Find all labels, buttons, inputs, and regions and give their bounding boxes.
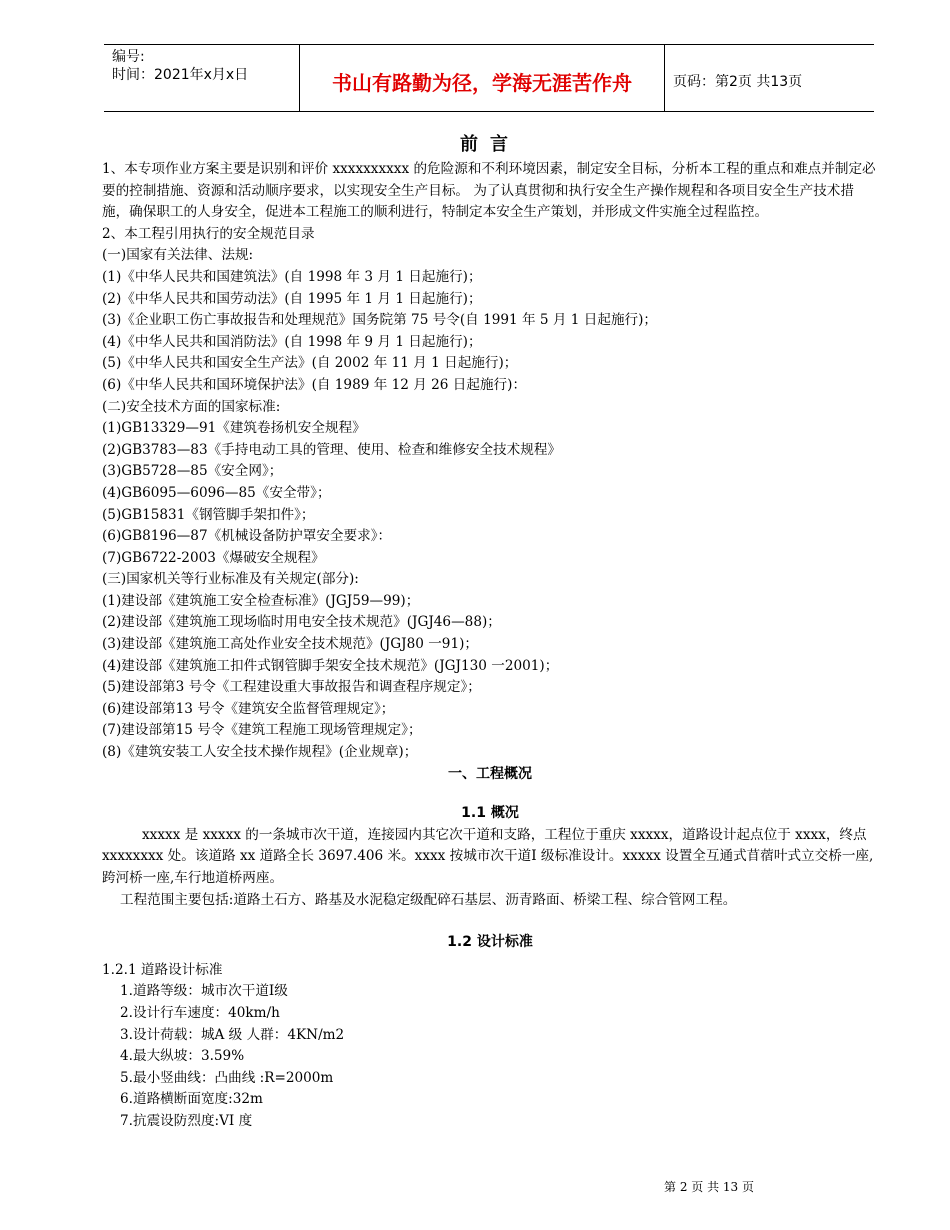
overview-paragraph: xxxxx 是 xxxxx 的一条城市次干道，连接园内其它次干道和支路，工程位于重庆 xxxxx，道路设计起点位于 xxxx，终点 xxxxxxxx 处。该道路 xx 道路全长 3697.406 米。xxxx 按城市次干道Ⅰ 级标准设计。xxxxx 设置全互通式苜蓿叶式立交桥一座,跨河桥一座,车行地道桥两座。: [102, 826, 874, 886]
number-label: 编号:: [112, 49, 145, 65]
law-item: (2)《中华人民共和国劳动法》(自 1995 年 1 月 1 日起施行)；: [102, 290, 482, 307]
standard-item: (7)GB6722-2003《爆破安全规程》: [102, 549, 325, 566]
industry-heading: (三)国家机关等行业标准及有关规定(部分):: [102, 571, 359, 588]
standard-item: (1)GB13329—91《建筑卷扬机安全规程》: [102, 420, 366, 437]
law-item: (4)《中华人民共和国消防法》(自 1998 年 9 月 1 日起施行)；: [102, 333, 482, 350]
design-item: 6.道路横断面宽度:32m: [120, 1091, 263, 1108]
section-heading: 一、工程概况: [448, 765, 532, 782]
page-title: 前言: [460, 134, 520, 155]
standard-item: (5)GB15831《钢管脚手架扣件》；: [102, 506, 315, 523]
standard-item: (6)GB8196—87《机械设备防护罩安全要求》：: [102, 528, 392, 545]
overview-paragraph: 工程范围主要包括:道路土石方、路基及水泥稳定级配碎石基层、沥青路面、桥梁工程、综合管网工程。: [120, 891, 737, 908]
intro-paragraph: 1、本专项作业方案主要是识别和评价 xxxxxxxxxx 的危险源和不利环境因素，制定安全目标，分析本工程的重点和难点并制定必要的控制措施、资源和活动顺序要求，以实现安全生产目标。 为了认真贯彻和执行安全生产操作规程和各项目安全生产技术措施，确保职工的人身安全，促进本工程施工的顺利进行，特制定本安全生产策划，并形成文件实施全过程监控。: [102, 161, 876, 221]
industry-item: (8)《建筑安装工人安全技术操作规程》(企业规章)；: [102, 744, 418, 761]
design-item: 4.最大纵坡：3.59%: [120, 1048, 245, 1065]
subsection-heading: 1.1 概况: [461, 805, 519, 822]
law-item: (1)《中华人民共和国建筑法》(自 1998 年 3 月 1 日起施行)；: [102, 268, 482, 285]
industry-item: (7)建设部第15 号令《建筑工程施工现场管理规定》；: [102, 722, 422, 739]
industry-item: (1)建设部《建筑施工安全检查标准》(JGJ59—99)；: [102, 592, 420, 609]
standards-heading: (二)安全技术方面的国家标准:: [102, 398, 281, 415]
time-label: 时间：2021年x月x日: [112, 67, 249, 83]
standard-item: (4)GB6095—6096—85《安全带》；: [102, 484, 331, 501]
design-item: 3.设计荷载：城A 级 人群：4KN/m2: [120, 1026, 345, 1043]
design-item: 7.抗震设防烈度:VI 度: [120, 1112, 253, 1129]
subsection-heading: 1.2 设计标准: [447, 934, 533, 951]
industry-item: (3)建设部《建筑施工高处作业安全技术规范》(JGJ80 一91)；: [102, 636, 479, 653]
header-meta-cell: [104, 45, 300, 111]
law-item: (6)《中华人民共和国环境保护法》(自 1989 年 12 月 26 日起施行)：: [102, 376, 527, 393]
sub-subsection-heading: 1.2.1 道路设计标准: [102, 961, 223, 978]
design-item: 1.道路等级：城市次干道Ⅰ级: [120, 983, 288, 1000]
law-item: (3)《企业职工伤亡事故报告和处理规范》国务院第 75 号令(自 1991 年 5 月 1 日起施行)；: [102, 312, 658, 329]
page-footer: 第 2 页 共 13 页: [664, 1180, 754, 1194]
intro-paragraph: 2、本工程引用执行的安全规范目录: [102, 225, 315, 242]
industry-item: (6)建设部第13 号令《建筑安全监督管理规定》；: [102, 700, 395, 717]
laws-heading: (一)国家有关法律、法规:: [102, 247, 254, 264]
standard-item: (2)GB3783—83《手持电动工具的管理、使用、检查和维修安全技术规程》: [102, 441, 562, 458]
law-item: (5)《中华人民共和国安全生产法》(自 2002 年 11 月 1 日起施行)；: [102, 355, 518, 372]
design-item: 2.设计行车速度：40km/h: [120, 1004, 280, 1021]
standard-item: (3)GB5728—85《安全网》；: [102, 463, 283, 480]
document-body: [102, 133, 878, 1133]
design-item: 5.最小竖曲线：凸曲线 :R=2000m: [120, 1069, 334, 1086]
document-header: [104, 44, 874, 112]
header-motto: 书山有路勤为径，学海无涯苦作舟: [300, 45, 665, 111]
industry-item: (4)建设部《建筑施工扣件式钢管脚手架安全技术规范》(JGJ130 一2001)；: [102, 657, 559, 674]
header-page-label: 页码：第2页 共13页: [673, 74, 803, 90]
industry-item: (2)建设部《建筑施工现场临时用电安全技术规范》(JGJ46—88)；: [102, 614, 501, 631]
industry-item: (5)建设部第3 号令《工程建设重大事故报告和调查程序规定》；: [102, 679, 481, 696]
